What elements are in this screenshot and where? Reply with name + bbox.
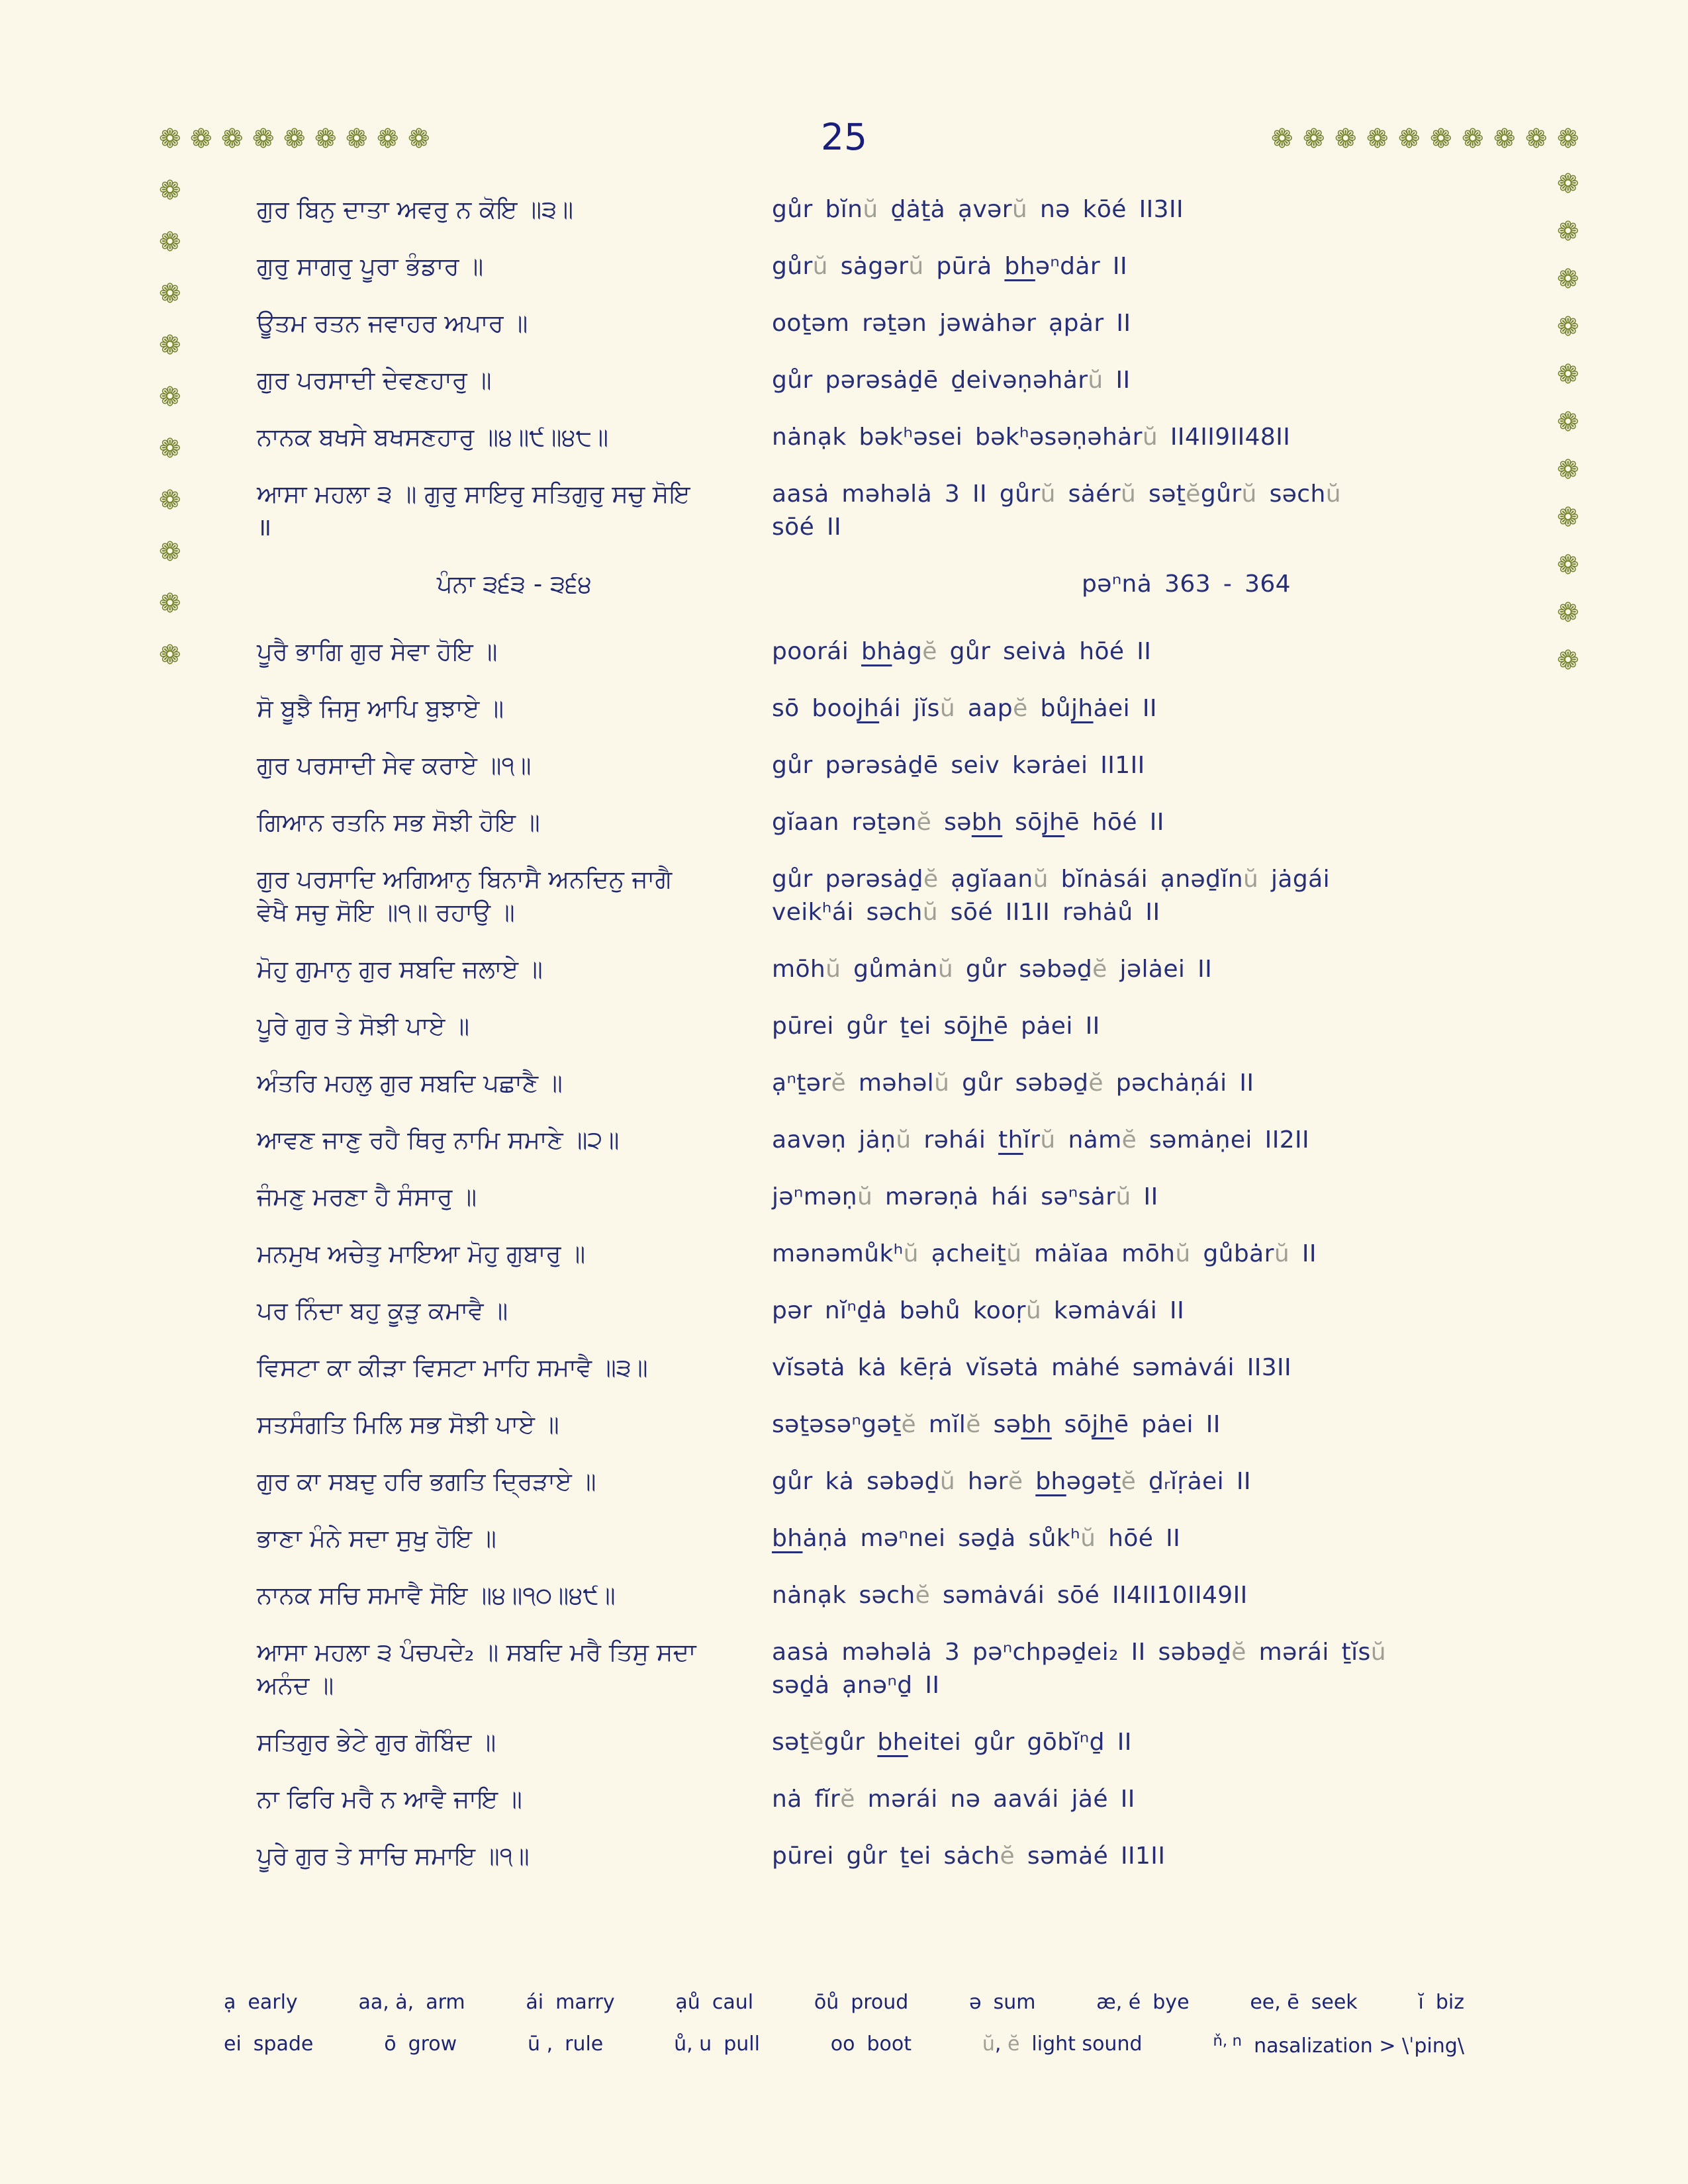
- transliteration-text: səṯəsəⁿgəṯĕ mĭlĕ səbh sōjhē pȧei II: [772, 1411, 1221, 1438]
- transliteration-text: səṯĕgůr bheitei gůr gōbĭⁿḏ II: [772, 1729, 1132, 1756]
- key-example: seek: [1311, 1991, 1358, 2014]
- scripture-row: [257, 1579, 1601, 1612]
- transliteration-line: [772, 1181, 1601, 1214]
- flower-icon: ❁: [1557, 407, 1579, 437]
- transliteration-text: gůr pərəsȧḏĕ ạgĭaanŭ bĭnȧsái ạnəḏĭnŭ jȧgái: [772, 866, 1331, 893]
- scripture-row: [257, 1181, 1601, 1214]
- gurmukhi-line: [257, 307, 772, 340]
- transliteration-line: [772, 1124, 1601, 1157]
- key-example: rule: [565, 2032, 604, 2056]
- gurmukhi-text-wrap: ਵੇਖੈ ਸਚੁ ਸੋਇ ॥੧॥ ਰਹਾਉ ॥: [257, 898, 515, 927]
- key-item: [1213, 2032, 1464, 2058]
- transliteration-text: poorái bhȧgĕ gůr seivȧ hōé II: [772, 638, 1152, 665]
- gurmukhi-line: [257, 1238, 772, 1271]
- gurmukhi-text: ਨਾ ਫਿਰਿ ਮਰੈ ਨ ਆਵੈ ਜਾਇ ॥: [257, 1785, 522, 1813]
- gurmukhi-text: ਪੰਨਾ ੩੬੩ - ੩੬੪: [436, 570, 592, 598]
- transliteration-line: [772, 953, 1601, 986]
- key-example: bye: [1152, 1991, 1190, 2014]
- flower-icon: ❁: [1335, 124, 1357, 154]
- transliteration-text-wrap: səḏȧ ạnəⁿḏ II: [772, 1672, 940, 1699]
- flower-icon: ❁: [159, 537, 181, 567]
- key-item: [675, 1991, 753, 2014]
- key-example: boot: [867, 2032, 912, 2056]
- transliteration-text: nȧnạk bəkʰəsei bəkʰəsəṇəhȧrŭ II4II9II48II: [772, 424, 1291, 451]
- key-symbol: ee, ē: [1250, 1991, 1299, 2014]
- gurmukhi-line: [257, 1522, 772, 1555]
- key-symbol: ạů: [675, 1991, 700, 2014]
- flower-icon: ❁: [159, 227, 181, 257]
- flower-icon: ❁: [408, 124, 430, 154]
- key-example: spade: [253, 2032, 314, 2056]
- scripture-row: [257, 1010, 1601, 1043]
- scripture-row: [257, 1840, 1601, 1873]
- gurmukhi-line: [257, 749, 772, 782]
- scripture-row: [257, 478, 1601, 544]
- gurmukhi-line: [257, 1783, 772, 1816]
- flower-icon: ❁: [1398, 124, 1421, 154]
- flower-icon: ❁: [1557, 312, 1579, 342]
- gurmukhi-text: ਅੰਤਰਿ ਮਹਲੁ ਗੁਰ ਸਬਦਿ ਪਛਾਣੈ ॥: [257, 1069, 563, 1097]
- gurmukhi-line: [257, 193, 772, 226]
- flower-icon: ❁: [1271, 124, 1293, 154]
- key-item: [358, 1991, 465, 2014]
- page-number: 25: [821, 116, 867, 158]
- scripture-row: [257, 692, 1601, 725]
- gurmukhi-line: [257, 568, 772, 601]
- flower-icon: ❁: [159, 175, 181, 206]
- key-item: [969, 1991, 1035, 2014]
- transliteration-line: [772, 1636, 1601, 1702]
- transliteration-line: [772, 749, 1601, 782]
- scripture-row: [257, 307, 1601, 340]
- gurmukhi-text: ਪੂਰੇ ਗੁਰ ਤੇ ਸਾਚਿ ਸਮਾਇ ॥੧॥: [257, 1842, 530, 1870]
- key-symbol: ĭ: [1418, 1991, 1424, 2014]
- key-example: arm: [426, 1991, 465, 2014]
- transliteration-line: [772, 1522, 1601, 1555]
- gurmukhi-line: [257, 863, 772, 929]
- transliteration-line: [772, 307, 1601, 340]
- key-example: nasalization > \ˈping\: [1254, 2034, 1464, 2058]
- gurmukhi-text: ਗਿਆਨ ਰਤਨਿ ਸਭ ਸੋਝੀ ਹੋਇ ॥: [257, 808, 540, 837]
- gurmukhi-text: ਪਰ ਨਿੰਦਾ ਬਹੁ ਕੂੜੁ ਕਮਾਵੈ ॥: [257, 1297, 508, 1325]
- scripture-row: [257, 806, 1601, 839]
- transliteration-text-wrap: sōé II: [772, 514, 842, 541]
- scripture-row: [257, 635, 1601, 668]
- flower-icon: ❁: [1557, 502, 1579, 533]
- scripture-row: [257, 1636, 1601, 1702]
- gurmukhi-text: ਪੂਰੇ ਗੁਰ ਤੇ ਸੋਝੀ ਪਾਏ ॥: [257, 1012, 470, 1040]
- scripture-row: [257, 193, 1601, 226]
- scripture-rows: [257, 193, 1601, 1873]
- gurmukhi-line: [257, 1579, 772, 1612]
- transliteration-text: gůr kȧ səbəḏŭ hərĕ bhəgəṯĕ ḏᵣĭṛȧei II: [772, 1468, 1251, 1495]
- transliteration-line: [772, 1067, 1601, 1100]
- gurmukhi-line: [257, 1124, 772, 1157]
- gurmukhi-line: [257, 692, 772, 725]
- key-symbol: ạ: [224, 1991, 236, 2014]
- scripture-row: [257, 1522, 1601, 1555]
- key-item: [528, 2032, 603, 2058]
- key-item: [831, 2032, 912, 2058]
- gurmukhi-text: ਭਾਣਾ ਮੰਨੇ ਸਦਾ ਸੁਖੁ ਹੋਇ ॥: [257, 1524, 496, 1553]
- transliteration-text-wrap: veikʰái səchŭ sōé II1II rəhȧů II: [772, 899, 1160, 926]
- transliteration-text: nȧ fĭrĕ mərái nə aavái jȧé II: [772, 1786, 1135, 1813]
- gurmukhi-text: ਗੁਰ ਕਾ ਸਬਦੁ ਹਰਿ ਭਗਤਿ ਦ੍ਰਿੜਾਏ ॥: [257, 1467, 596, 1496]
- scripture-row: [257, 1408, 1601, 1441]
- flower-icon: ❁: [159, 588, 181, 619]
- key-symbol: oo: [830, 2032, 855, 2056]
- gurmukhi-line: [257, 1010, 772, 1043]
- key-example: proud: [851, 1991, 909, 2014]
- transliteration-line: [772, 250, 1601, 283]
- gurmukhi-text: ਆਵਣ ਜਾਣੁ ਰਹੈ ਥਿਰੁ ਨਾਮਿ ਸਮਾਣੇ ॥੨॥: [257, 1126, 620, 1154]
- gurmukhi-line: [257, 364, 772, 397]
- transliteration-text: ạⁿṯərĕ məhəlŭ gůr səbəḏĕ pəchȧṇái II: [772, 1069, 1254, 1097]
- scripture-row: [257, 1124, 1601, 1157]
- transliteration-line: [772, 1840, 1601, 1873]
- gurmukhi-text: ਆਸਾ ਮਹਲਾ ੩ ਪੰਚਪਦੇ₂ ॥ ਸਬਦਿ ਮਰੈ ਤਿਸੁ ਸਦਾ: [257, 1638, 696, 1666]
- gurmukhi-line: [257, 806, 772, 839]
- transliteration-text: gůr pərəsȧḏē seiv kərȧei II1II: [772, 752, 1145, 779]
- flower-icon: ❁: [1557, 359, 1579, 390]
- scripture-row: [257, 1465, 1601, 1498]
- gurmukhi-line: [257, 1295, 772, 1328]
- transliteration-text: pūrei gůr ṯei sōjhē pȧei II: [772, 1013, 1100, 1040]
- flower-icon: ❁: [314, 124, 337, 154]
- scripture-row: [257, 1067, 1601, 1100]
- scripture-row: [257, 250, 1601, 283]
- key-symbol: aa, ȧ,: [358, 1991, 414, 2014]
- transliteration-line: [772, 806, 1601, 839]
- key-item: [526, 1991, 614, 2014]
- gurmukhi-line: [257, 1351, 772, 1385]
- key-item: [814, 1991, 909, 2014]
- gurmukhi-line: [257, 1636, 772, 1702]
- scripture-row: [257, 1238, 1601, 1271]
- gurmukhi-line: [257, 953, 772, 986]
- scripture-row: [257, 421, 1601, 454]
- transliteration-text: pūrei gůr ṯei sȧchĕ səmȧé II1II: [772, 1843, 1166, 1870]
- transliteration-text: gĭaan rəṯənĕ səbh sōjhē hōé II: [772, 809, 1164, 836]
- flower-icon: ❁: [1557, 550, 1579, 580]
- key-item: [1250, 1991, 1357, 2014]
- scripture-columns: [257, 193, 1601, 1897]
- transliteration-line: [772, 478, 1601, 544]
- transliteration-line: [772, 1579, 1601, 1612]
- gurmukhi-line: [257, 478, 772, 544]
- flower-icon: ❁: [1366, 124, 1389, 154]
- transliteration-text: gůrŭ sȧgərŭ pūrȧ bhəⁿdȧr II: [772, 253, 1127, 280]
- gurmukhi-text-wrap: ਅਨੰਦ ॥: [257, 1671, 334, 1700]
- transliteration-line: [772, 364, 1601, 397]
- gurmukhi-line: [257, 1840, 772, 1873]
- transliteration-text: mōhŭ gůmȧnŭ gůr səbəḏĕ jəlȧei II: [772, 956, 1213, 983]
- gurmukhi-line: [257, 635, 772, 668]
- key-item: [384, 2032, 457, 2058]
- flower-icon: ❁: [252, 124, 275, 154]
- transliteration-text: gůr bĭnŭ ḏȧṯȧ ạvərŭ nə kōé II3II: [772, 196, 1184, 223]
- gurmukhi-line: [257, 250, 772, 283]
- gurmukhi-text: ਸਤਸੰਗਤਿ ਮਿਲਿ ਸਭ ਸੋਝੀ ਪਾਏ ॥: [257, 1410, 559, 1439]
- flower-icon: ❁: [1557, 264, 1579, 295]
- gurmukhi-text: ਆਸਾ ਮਹਲਾ ੩ ॥ ਗੁਰੁ ਸਾਇਰੁ ਸਤਿਗੁਰੁ ਸਚੁ ਸੋਇ: [257, 480, 690, 508]
- pronunciation-key: [224, 1991, 1464, 2076]
- transliteration-line: [772, 568, 1601, 601]
- flower-icon: ❁: [159, 640, 181, 670]
- gurmukhi-text: ਜੰਮਣੁ ਮਰਣਾ ਹੈ ਸੰਸਾਰੁ ॥: [257, 1183, 477, 1211]
- transliteration-text: sō boojhái jĭsŭ aapĕ bůjhȧei II: [772, 695, 1157, 722]
- gurmukhi-text: ਸਤਿਗੁਰ ਭੇਟੇ ਗੁਰ ਗੋਬਿੰਦ ॥: [257, 1728, 496, 1756]
- transliteration-text: aasȧ məhəlȧ 3 pəⁿchpəḏei₂ II səbəḏĕ mərái ṯĭsŭ: [772, 1639, 1386, 1666]
- flower-icon: ❁: [1557, 598, 1579, 628]
- transliteration-line: [772, 1238, 1601, 1271]
- gurmukhi-text: ਨਾਨਕ ਸਚਿ ਸਮਾਵੈ ਸੋਇ ॥੪॥੧੦॥੪੯॥: [257, 1581, 616, 1610]
- flower-icon: ❁: [190, 124, 212, 154]
- key-symbol: ŭ, ĕ: [982, 2032, 1020, 2056]
- transliteration-line: [772, 1295, 1601, 1328]
- key-example: early: [248, 1991, 298, 2014]
- transliteration-line: [772, 193, 1601, 226]
- transliteration-text: aasȧ məhəlȧ 3 II gůrŭ sȧérŭ səṯĕgůrŭ səchŭ: [772, 480, 1341, 508]
- transliteration-line: [772, 635, 1601, 668]
- scripture-row: [257, 1351, 1601, 1385]
- gurmukhi-text: ਮਨਮੁਖ ਅਚੇਤੁ ਮਾਇਆ ਮੋਹੁ ਗੁਬਾਰੁ ॥: [257, 1240, 586, 1268]
- key-example: marry: [555, 1991, 615, 2014]
- gurmukhi-text: ਪੂਰੈ ਭਾਗਿ ਗੁਰ ਸੇਵਾ ਹੋਇ ॥: [257, 637, 498, 666]
- transliteration-line: [772, 421, 1601, 454]
- transliteration-line: [772, 1783, 1601, 1816]
- flower-icon: ❁: [1525, 124, 1548, 154]
- gurmukhi-text: ਨਾਨਕ ਬਖਸੇ ਬਖਸਣਹਾਰੁ ॥੪॥੯॥੪੮॥: [257, 423, 609, 451]
- gurmukhi-text: ਵਿਸਟਾ ਕਾ ਕੀੜਾ ਵਿਸਟਾ ਮਾਹਿ ਸਮਾਵੈ ॥੩॥: [257, 1353, 648, 1382]
- flower-icon: ❁: [1557, 645, 1579, 676]
- flower-icon: ❁: [221, 124, 244, 154]
- scripture-row: [257, 953, 1601, 986]
- key-symbol: ə: [969, 1991, 982, 2014]
- flower-icon: ❁: [159, 485, 181, 516]
- transliteration-line: [772, 692, 1601, 725]
- gurmukhi-text: ਊਤਮ ਰਤਨ ਜਵਾਹਰ ਅਪਾਰ ॥: [257, 309, 528, 338]
- transliteration-text: gůr pərəsȧḏē ḏeivəṇəhȧrŭ II: [772, 367, 1131, 394]
- flower-icon: ❁: [159, 330, 181, 361]
- gurmukhi-line: [257, 421, 772, 454]
- transliteration-line: [772, 1726, 1601, 1759]
- key-example: caul: [712, 1991, 754, 2014]
- gurmukhi-line: [257, 1408, 772, 1441]
- flower-icon: ❁: [1462, 124, 1484, 154]
- transliteration-line: [772, 1351, 1601, 1385]
- transliteration-text: mənəmůkʰŭ ạcheiṯŭ mȧĭaa mōhŭ gůbȧrŭ II: [772, 1240, 1317, 1267]
- gurmukhi-line: [257, 1465, 772, 1498]
- gurmukhi-text: ਮੋਹੁ ਗੁਮਾਨੁ ਗੁਰ ਸਬਦਿ ਜਲਾਏ ॥: [257, 955, 543, 983]
- key-symbol: ō: [384, 2032, 397, 2056]
- transliteration-text: bhȧṇȧ məⁿnei səḏȧ sůkʰŭ hōé II: [772, 1525, 1181, 1552]
- transliteration-line: [772, 863, 1601, 929]
- key-symbol: ei: [224, 2032, 242, 2056]
- transliteration-line: [772, 1465, 1601, 1498]
- gurmukhi-text: ਗੁਰ ਪਰਸਾਦੀ ਦੇਵਣਹਾਰੁ ॥: [257, 366, 492, 394]
- gurmukhi-text: ਗੁਰ ਪਰਸਾਦੀ ਸੇਵ ਕਰਾਏ ॥੧॥: [257, 751, 532, 780]
- key-example: sum: [993, 1991, 1036, 2014]
- key-symbol: ň, n: [1213, 2032, 1243, 2050]
- scripture-row: [257, 863, 1601, 929]
- transliteration-text: pəⁿnȧ 363 - 364: [1082, 570, 1291, 598]
- flower-icon: ❁: [1557, 169, 1579, 199]
- transliteration-line: [772, 1010, 1601, 1043]
- flower-icon: ❁: [346, 124, 368, 154]
- key-item: [1418, 1991, 1464, 2014]
- transliteration-text: pər nĭⁿḏȧ bəhů kooṛŭ kəmȧvái II: [772, 1297, 1185, 1324]
- scripture-row: [257, 1295, 1601, 1328]
- transliteration-text: nȧnạk səchĕ səmȧvái sōé II4II10II49II: [772, 1582, 1248, 1609]
- key-example: pull: [724, 2032, 760, 2056]
- key-item: [224, 1991, 298, 2014]
- gurmukhi-text: ਗੁਰੁ ਸਾਗਰੁ ਪੂਰਾ ਭੰਡਾਰ ॥: [257, 252, 484, 281]
- gurmukhi-line: [257, 1181, 772, 1214]
- flower-icon: ❁: [1557, 124, 1579, 154]
- flower-icon: ❁: [1557, 216, 1579, 247]
- key-item: [674, 2032, 760, 2058]
- transliteration-text: aavəṇ jȧṇŭ rəhái thĭrŭ nȧmĕ səmȧṇei II2II: [772, 1126, 1310, 1154]
- flower-icon: ❁: [1430, 124, 1452, 154]
- flower-icon: ❁: [1493, 124, 1516, 154]
- key-item: [982, 2032, 1143, 2058]
- gurmukhi-line: [257, 1726, 772, 1759]
- scripture-row: [257, 568, 1601, 601]
- key-example: biz: [1435, 1991, 1464, 2014]
- flower-icon: ❁: [1557, 455, 1579, 485]
- key-symbol: æ, é: [1096, 1991, 1141, 2014]
- flower-icon: ❁: [159, 433, 181, 464]
- flower-icon: ❁: [283, 124, 306, 154]
- key-symbol: ū ,: [528, 2032, 553, 2056]
- gurmukhi-text: ਗੁਰ ਬਿਨੁ ਦਾਤਾ ਅਵਰੁ ਨ ਕੋਇ ॥੩॥: [257, 195, 574, 224]
- key-symbol: ōů: [814, 1991, 839, 2014]
- scripture-row: [257, 1783, 1601, 1816]
- scripture-row: [257, 364, 1601, 397]
- transliteration-text: ooṯəm rəṯən jəwȧhər ạpȧr II: [772, 310, 1131, 337]
- gurmukhi-line: [257, 1067, 772, 1100]
- flower-icon: ❁: [1303, 124, 1325, 154]
- scripture-row: [257, 1726, 1601, 1759]
- flower-icon: ❁: [377, 124, 399, 154]
- key-row-2: [224, 2032, 1464, 2058]
- flower-icon: ❁: [159, 124, 181, 154]
- key-symbol: ái: [526, 1991, 544, 2014]
- key-item: [224, 2032, 313, 2058]
- gurmukhi-text: ਗੁਰ ਪਰਸਾਦਿ ਅਗਿਆਨੁ ਬਿਨਾਸੈ ਅਨਦਿਨੁ ਜਾਗੈ: [257, 865, 673, 893]
- key-row-1: [224, 1991, 1464, 2014]
- flower-icon: ❁: [159, 279, 181, 309]
- key-example: grow: [408, 2032, 457, 2056]
- transliteration-line: [772, 1408, 1601, 1441]
- key-symbol: ů, u: [674, 2032, 712, 2056]
- gurmukhi-text-wrap: ॥: [257, 513, 272, 541]
- gurmukhi-text: ਸੋ ਬੂਝੈ ਜਿਸੁ ਆਪਿ ਬੁਝਾਏ ॥: [257, 694, 504, 723]
- scripture-row: [257, 749, 1601, 782]
- key-example: light sound: [1031, 2032, 1143, 2056]
- transliteration-text: jəⁿməṇŭ mərəṇȧ hái səⁿsȧrŭ II: [772, 1183, 1158, 1210]
- transliteration-text: vĭsətȧ kȧ kēṛȧ vĭsətȧ mȧhé səmȧvái II3II: [772, 1354, 1292, 1381]
- key-item: [1096, 1991, 1189, 2014]
- flower-icon: ❁: [159, 382, 181, 412]
